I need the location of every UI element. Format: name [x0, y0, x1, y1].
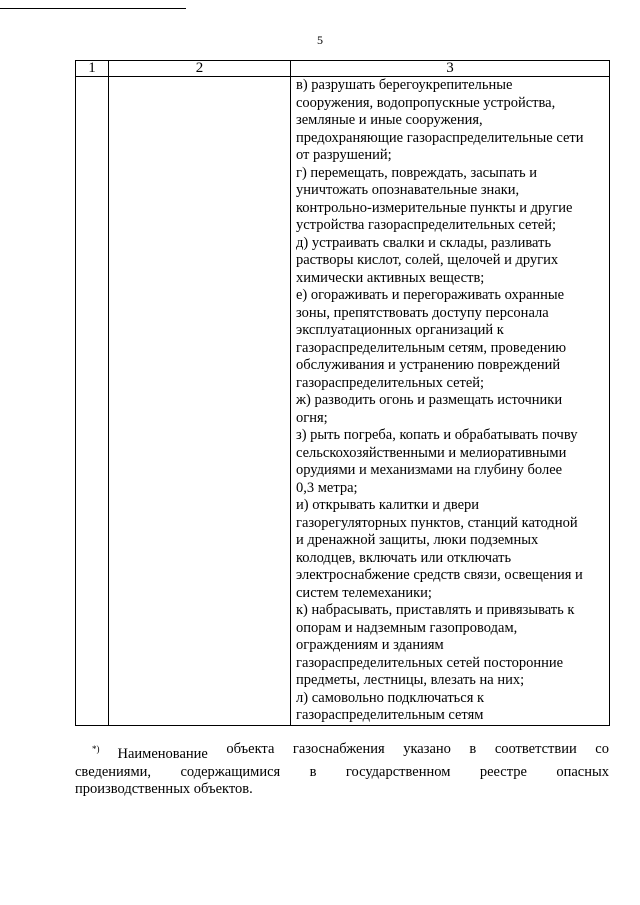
column-header-2: 2: [109, 61, 291, 77]
top-rule: [0, 8, 186, 9]
list-item: ж) разводить огонь и размещать источники огня;: [296, 392, 563, 426]
footnote-word: указано: [403, 741, 451, 757]
footnote-word: газоснабжения: [292, 741, 385, 757]
footnote: [75, 741, 609, 799]
table-cell-col2: [109, 77, 291, 726]
footnote-word: Наименование: [117, 746, 208, 762]
footnote-line-3: производственных объектов.: [75, 781, 253, 797]
list-item: г) перемещать, повреждать, засыпать и уничтожать опознавательные знаки, контрольно-измерительные пункты и другие устройства газораспределительных сетей;: [296, 164, 573, 233]
footnote-word: опасных: [556, 763, 609, 780]
footnote-word-lead: [92, 741, 208, 764]
list-item: к) набрасывать, приставлять и привязывать к опорам и надземным газопроводам, ограждениям и зданиям газораспределительных сетей посторонние предметы, лестницы, влезать на них;: [296, 602, 575, 688]
column-header-1: 1: [76, 61, 109, 77]
footnote-word: содержащимися: [180, 763, 281, 780]
footnote-word: в: [309, 763, 317, 780]
list-item: в) разрушать берегоукрепительные сооружения, водопропускные устройства, земляные и иные сооружения, предохраняющие газораспределительные сети от разрушений;: [296, 77, 584, 163]
footnote-word: реестре: [479, 763, 527, 780]
column-header-3: 3: [291, 61, 610, 77]
page-number: 5: [317, 33, 323, 47]
footnote-word: государственном: [345, 763, 451, 780]
list-item: д) устраивать свалки и склады, разливать растворы кислот, солей, щелочей и других химически активных веществ;: [296, 234, 559, 286]
list-item: л) самовольно подключаться к газораспределительным сетям: [296, 689, 485, 723]
list-item: е) огораживать и перегораживать охранные зоны, препятствовать доступу персонала эксплуатационных организаций к газораспределительным сетям, проведению обслуживания и устранению повреждений газораспределительных сетей;: [296, 287, 567, 391]
footnote-word: со: [595, 741, 609, 757]
footnote-word: соответствии: [494, 741, 577, 757]
list-item: и) открывать калитки и двери газорегуляторных пунктов, станций катодной и дренажной защиты, люки подземных колодцев, включать или отключать электроснабжение средств связи, освещения и систем телемеханики;: [296, 497, 583, 601]
footnote-word: в: [469, 741, 477, 757]
table-header-row: [76, 61, 610, 77]
list-item: з) рыть погреба, копать и обрабатывать почву сельскохозяйственными и мелиоративными орудиями и механизмами на глубину более 0,3 метра;: [296, 427, 578, 496]
table-row: [76, 77, 610, 726]
table-cell-col3: [291, 77, 610, 726]
footnote-word: объекта: [226, 741, 275, 757]
footnote-line-2: [75, 764, 609, 782]
footnote-line-1: [75, 741, 609, 764]
table-cell-col1: [76, 77, 109, 726]
footnote-word: сведениями,: [75, 763, 152, 780]
footnote-marker: *): [92, 744, 100, 754]
requirements-table: [75, 60, 610, 726]
